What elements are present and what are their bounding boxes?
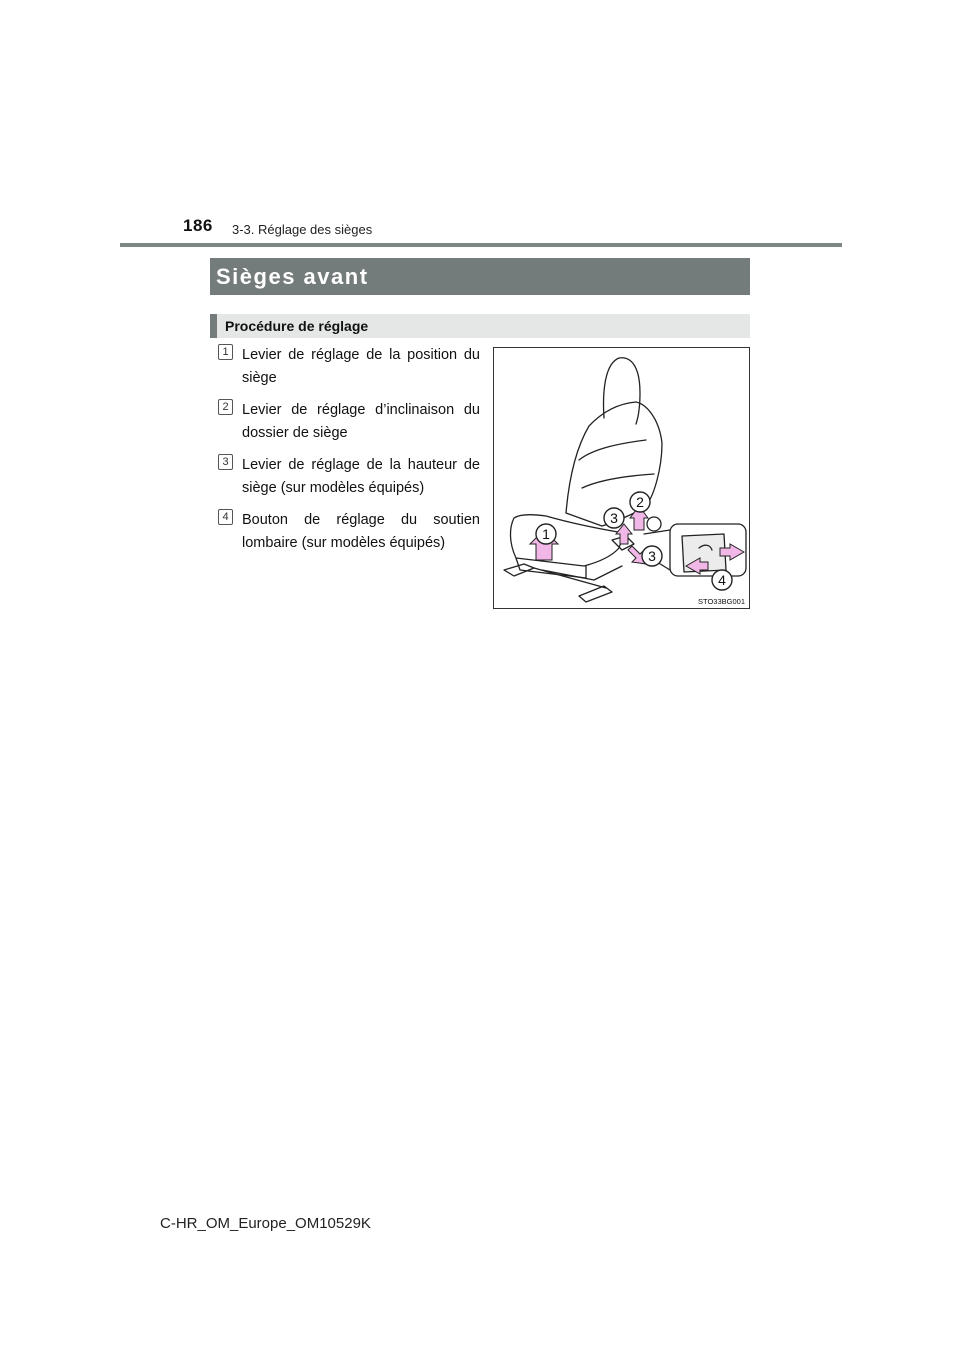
list-item	[218, 454, 480, 500]
list-item	[218, 344, 480, 390]
section-title: Sièges avant	[216, 264, 369, 289]
item-text: Levier de réglage de la hauteur de siège (sur modèles équipés)	[242, 457, 480, 496]
section-bar	[210, 258, 750, 295]
item-number-badge: 1	[218, 344, 233, 360]
headrest	[604, 358, 640, 424]
header-rule	[120, 243, 842, 247]
callout-2: 2	[636, 494, 644, 510]
footer-doc-code: C-HR_OM_Europe_OM10529K	[160, 1215, 371, 1232]
list-item	[218, 399, 480, 445]
list-item	[218, 509, 480, 555]
subsection-title: Procédure de réglage	[225, 318, 369, 334]
page-number: 186	[183, 216, 213, 235]
seat-illustration	[493, 347, 750, 609]
seat-drawing	[494, 348, 749, 608]
item-text: Bouton de réglage du soutien lombaire (sur modèles équipés)	[242, 512, 480, 551]
item-text: Levier de réglage de la position du siège	[242, 347, 480, 386]
adjustment-list	[218, 344, 480, 564]
figure-code: STO33BG001	[698, 597, 745, 606]
item-number-badge: 3	[218, 454, 233, 470]
running-head: 3-3. Réglage des sièges	[232, 222, 373, 237]
seat-rail	[504, 564, 534, 576]
item-number-badge: 4	[218, 509, 233, 525]
callout-3: 3	[610, 510, 618, 526]
callout-1: 1	[542, 526, 550, 542]
item-number-badge: 2	[218, 399, 233, 415]
subsection-bar	[210, 314, 750, 338]
callout-4: 4	[718, 572, 726, 588]
callout-3b: 3	[648, 548, 656, 564]
item-text: Levier de réglage d’inclinaison du dossier de siège	[242, 402, 480, 441]
